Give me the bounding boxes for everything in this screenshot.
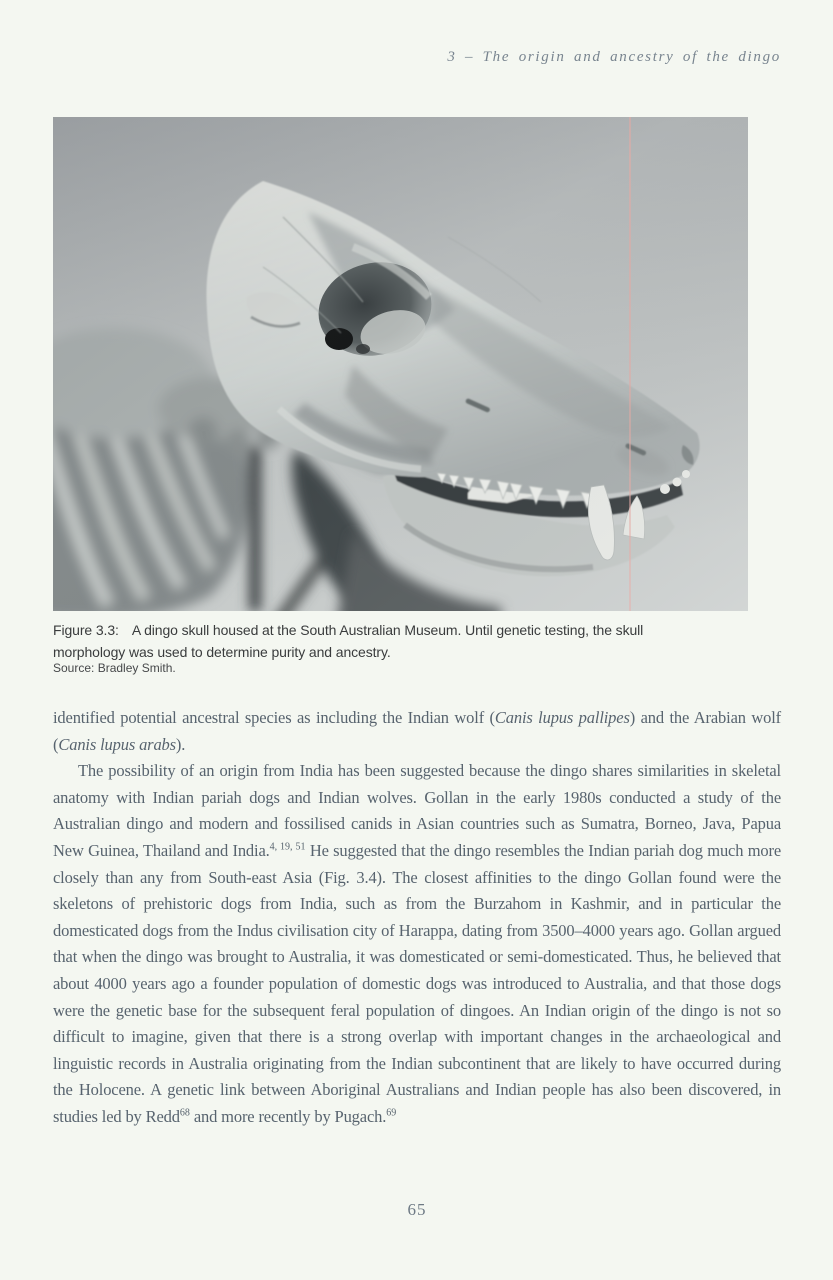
- dingo-skull-illustration: [53, 117, 748, 611]
- book-page: [53, 0, 781, 1280]
- body-text: [53, 705, 781, 1131]
- figure-label: Figure 3.3:: [53, 622, 119, 638]
- dingo-skull-photo: [53, 117, 748, 611]
- figure-caption-text: A dingo skull housed at the South Australian Museum. Until genetic testing, the skull morphology was used to determine purity and ancestry.: [53, 622, 644, 660]
- figure-source: Source: Bradley Smith.: [53, 661, 176, 675]
- page-number: 65: [407, 1200, 427, 1219]
- paragraph: identified potential ancestral species as including the Indian wolf (Canis lupus pallipes) and the Arabian wolf (Canis lupus arabs).: [53, 708, 782, 754]
- figure-caption: [53, 620, 718, 663]
- paragraph: The possibility of an origin from India has been suggested because the dingo shares similarities in skeletal anatomy with Indian pariah dogs and Indian wolves. Gollan in the early 1980s conducted a study of the Australian dingo and modern and fossilised canids in Asian countries such as Sumatra, Borneo, Java, Papua New Guinea, Thailand and India.$^{4, 19, 51}$ He suggested that the dingo resembles the Indian pariah dog much more closely than any from South-east Asia (Fig. 3.4). The closest affinities to the dingo Gollan found were the skeletons of prehistoric dogs from India, such as from the Burzahom in Kashmir, and in particular the domesticated dogs from the Indus civilisation city of Harappa, dating from 3500–4000 years ago. Gollan argued that when the dingo was brought to Australia, it was domesticated or semi-domesticated. Thus, he believed that about 4000 years ago a founder population of domestic dogs was introduced to Australia, and that those dogs were the genetic base for the subsequent feral population of dingoes. An Indian origin of the dingo is not so difficult to imagine, given that there is a strong overlap with important changes in the archaeological and linguistic records in Australia originating from the Indian subcontinent that are likely to have occurred during the Holocene. A genetic link between Aboriginal Australians and Indian people has also been discovered, in studies led by Redd$^{68}$ and more recently by Pugach.$^{69}$: [53, 761, 781, 1126]
- running-header: 3 – The origin and ancestry of the dingo: [447, 49, 781, 65]
